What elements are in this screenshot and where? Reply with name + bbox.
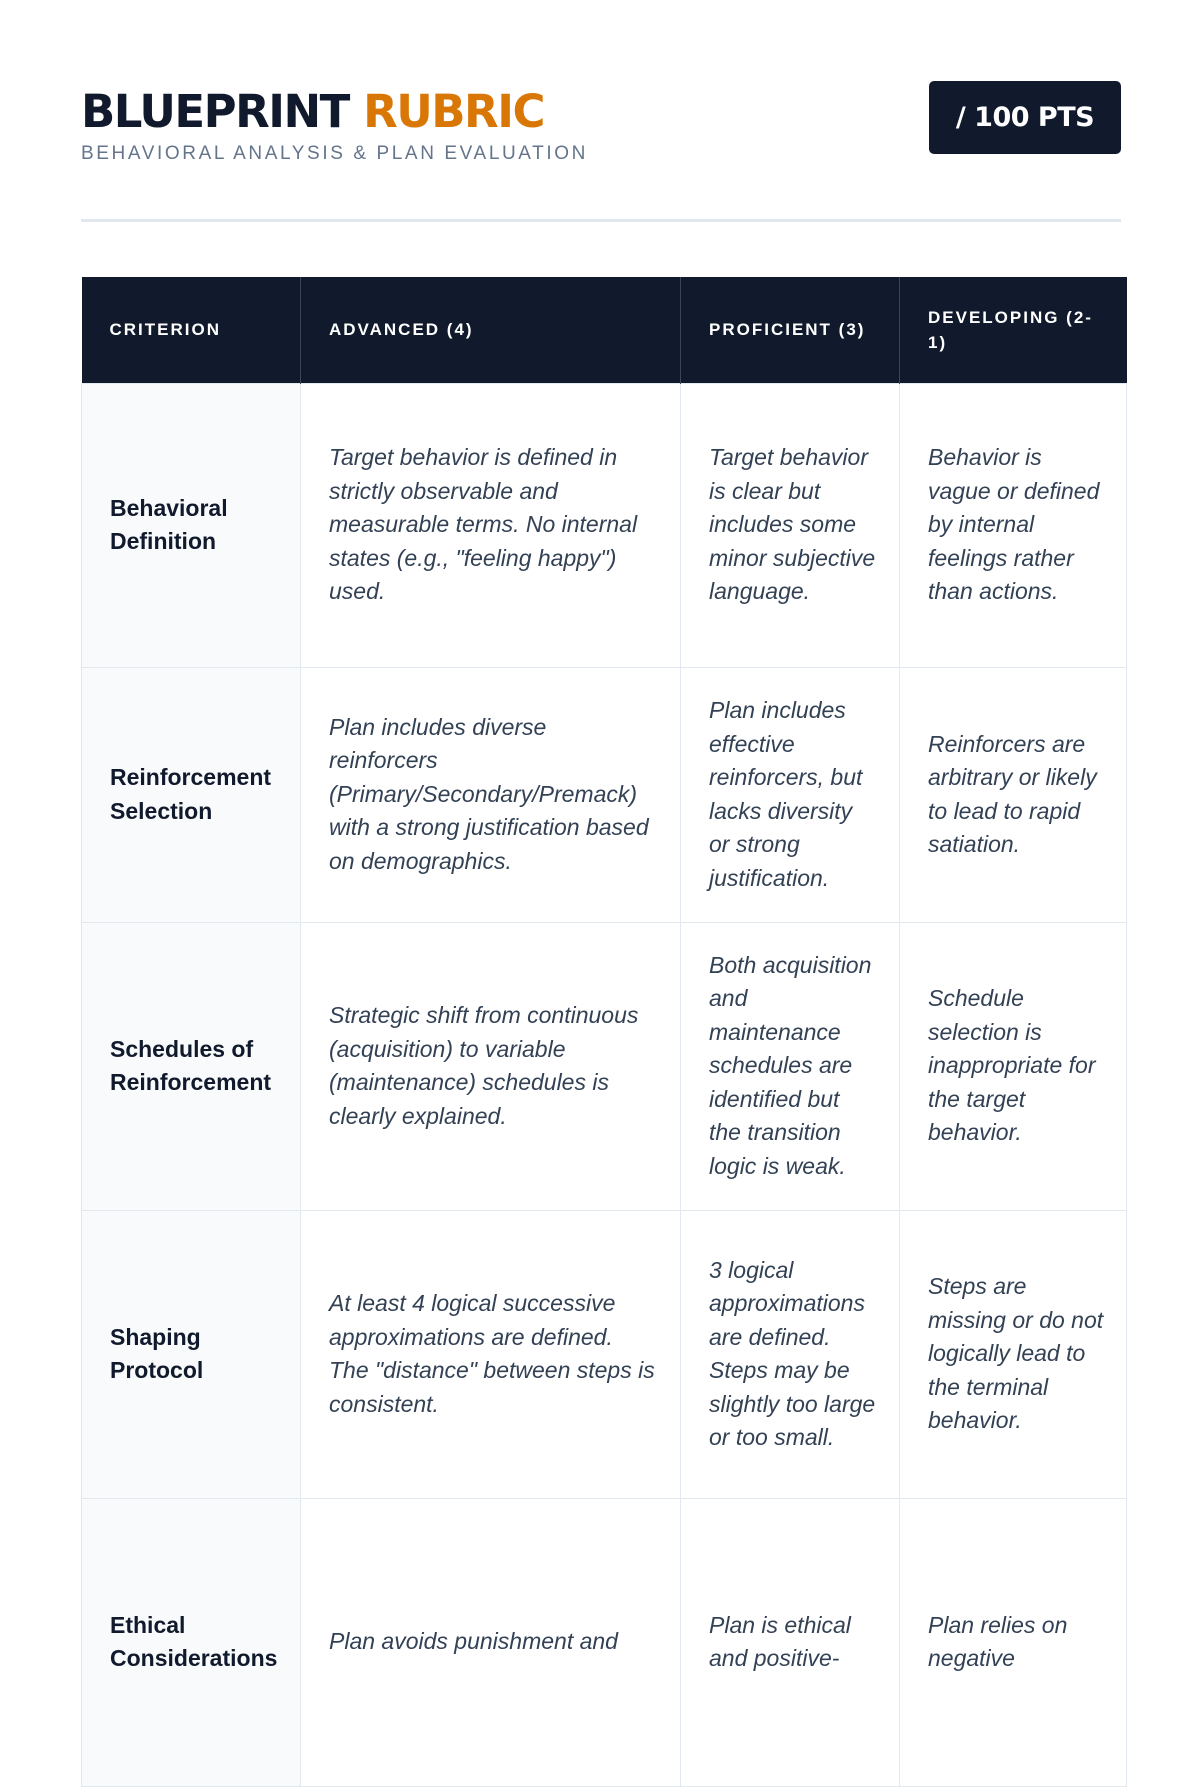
proficient-cell: Plan is ethical and positive- [681,1498,900,1786]
page-title [81,82,544,142]
developing-cell: Reinforcers are arbitrary or likely to lead to rapid satiation. [900,667,1127,922]
table-row [82,922,1127,1210]
table-row [82,383,1127,667]
developing-cell: Plan relies on negative [900,1498,1127,1786]
rubric-table [81,277,1127,1787]
developing-cell: Behavior is vague or defined by internal feelings rather than actions. [900,383,1127,667]
rubric-page [81,0,1126,1671]
table-header [82,277,1127,383]
developing-cell: Schedule selection is inappropriate for the target behavior. [900,922,1127,1210]
criterion-cell: Schedules of Reinforcement [82,922,301,1210]
proficient-cell: Target behavior is clear but includes some minor subjective language. [681,383,900,667]
points-badge: / 100 PTS [929,81,1121,154]
advanced-cell: At least 4 logical successive approximations are defined. The "distance" between steps is consistent. [301,1210,681,1498]
criterion-cell: Behavioral Definition [82,383,301,667]
developing-cell: Steps are missing or do not logically lead to the terminal behavior. [900,1210,1127,1498]
column-header-criterion: CRITERION [82,277,301,383]
proficient-cell: Plan includes effective reinforcers, but lacks diversity or strong justification. [681,667,900,922]
table-body [82,383,1127,1786]
table-row [82,667,1127,922]
proficient-cell: 3 logical approximations are defined. Steps may be slightly too large or too small. [681,1210,900,1498]
header-divider [81,219,1121,222]
advanced-cell: Plan includes diverse reinforcers (Primary/Secondary/Premack) with a strong justification based on demographics. [301,667,681,922]
header-row [82,277,1127,383]
column-header-developing: DEVELOPING (2-1) [900,277,1127,383]
criterion-cell: Ethical Considerations [82,1498,301,1786]
advanced-cell: Plan avoids punishment and [301,1498,681,1786]
table-row [82,1210,1127,1498]
advanced-cell: Target behavior is defined in strictly observable and measurable terms. No internal states (e.g., "feeling happy") used. [301,383,681,667]
column-header-advanced: ADVANCED (4) [301,277,681,383]
title-accent: RUBRIC [363,85,544,138]
table-row [82,1498,1127,1786]
title-main: BLUEPRINT [81,85,349,138]
page-subtitle: BEHAVIORAL ANALYSIS & PLAN EVALUATION [81,143,588,164]
advanced-cell: Strategic shift from continuous (acquisition) to variable (maintenance) schedules is clearly explained. [301,922,681,1210]
proficient-cell: Both acquisition and maintenance schedules are identified but the transition logic is weak. [681,922,900,1210]
column-header-proficient: PROFICIENT (3) [681,277,900,383]
criterion-cell: Reinforcement Selection [82,667,301,922]
criterion-cell: Shaping Protocol [82,1210,301,1498]
header [81,0,1126,223]
